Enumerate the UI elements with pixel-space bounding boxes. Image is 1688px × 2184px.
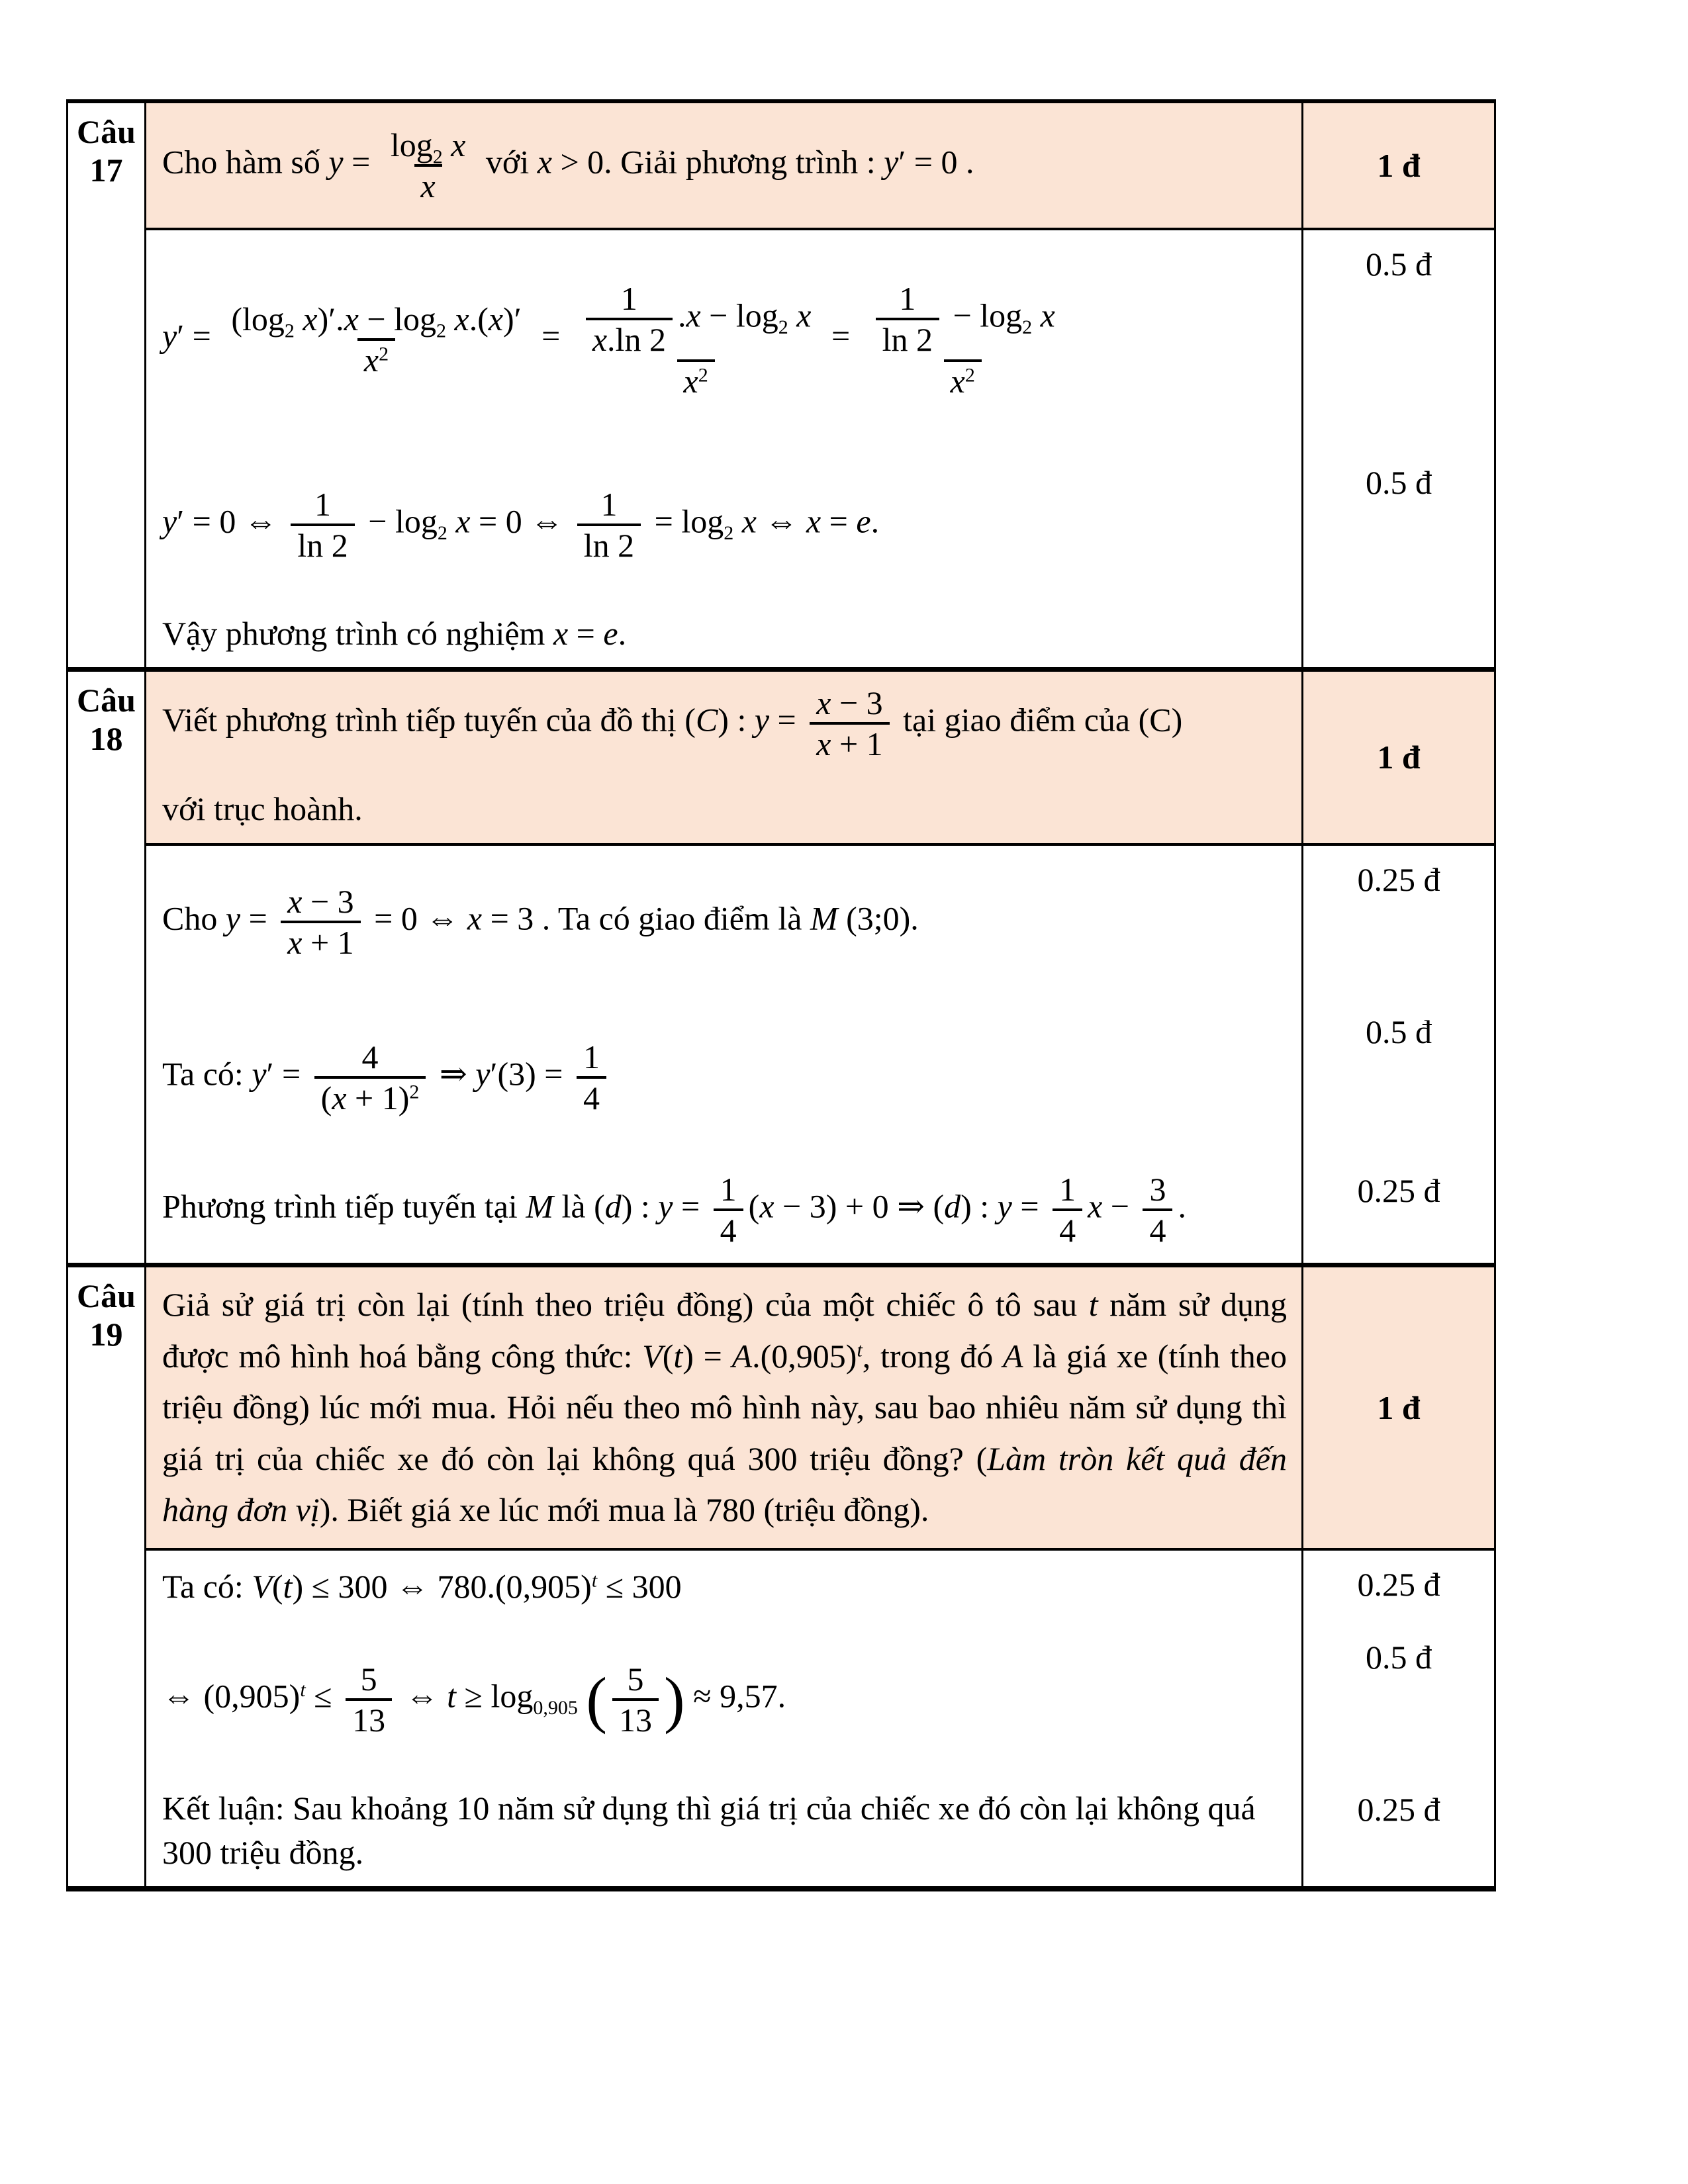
statement-text: Cho hàm số y = $\frac{\log_2 x}{x}$ với x > 0. Giải phương trình : y′ = 0 . bbox=[162, 126, 974, 205]
step-points: 0.25 đ bbox=[1357, 1172, 1440, 1209]
solution-step-text: Vậy phương trình có nghiệm x = e. bbox=[162, 615, 627, 652]
question-number: Câu 18 bbox=[68, 672, 146, 1263]
question-points: 1 đ bbox=[1303, 103, 1494, 230]
question-block-cau-17 bbox=[68, 103, 1494, 667]
solution-step-text: Ta có: V(t) ≤ 300 ⇔ $780.(0,905)^t \le 300$ bbox=[162, 1567, 682, 1605]
fraction: $\frac{1}{\ln 2}$ bbox=[876, 279, 939, 359]
question-number: Câu 19 bbox=[68, 1267, 146, 1886]
question-statement bbox=[146, 103, 1303, 230]
question-statement bbox=[146, 672, 1303, 846]
step-points: 0.25 đ bbox=[1357, 1565, 1440, 1603]
solution-step bbox=[146, 449, 1303, 601]
solution-step-text: y′ = 0 ⇔ $\frac{1}{\ln 2}$ − $\log_2 x = 0$ ⇔ $\frac{1}{\ln 2}$ = $\log_2 x$ ⇔ x = e. bbox=[162, 486, 880, 564]
solution-step-text: Phương trình tiếp tuyến tại M là (d) : y = $\frac{1}{4}$ (x − 3) + 0 ⇒ (d) : y = $\frac{1}{4}$ x − $\frac{3}{4}$ . bbox=[162, 1171, 1186, 1249]
step-points: 0.25 đ bbox=[1357, 1790, 1440, 1828]
step-points: 0.25 đ bbox=[1357, 861, 1440, 898]
solution-step bbox=[146, 601, 1303, 667]
question-number: Câu 17 bbox=[68, 103, 146, 667]
fraction: $\frac{4}{(x + 1)^2}$ bbox=[314, 1038, 426, 1117]
solution-step-text: Kết luận: Sau khoảng 10 năm sử dụng thì giá trị của chiếc xe đó còn lại không quá 300 triệu đồng. bbox=[162, 1789, 1256, 1871]
answer-table bbox=[66, 99, 1496, 1891]
fraction: $\frac{1}{\ln 2}$ bbox=[291, 485, 354, 565]
solution-step bbox=[146, 1776, 1303, 1886]
question-block-cau-18 bbox=[68, 667, 1494, 1263]
solution-step-text: ⇔ $(0,905)^t$ ≤ $\frac{5}{13}$ ⇔ $t \ge \log_{0,905}$ ( $\frac{5}{13}$ ) ≈ 9,57. bbox=[162, 1660, 786, 1739]
solution-step bbox=[146, 230, 1303, 449]
step-points: 0.5 đ bbox=[1366, 246, 1432, 283]
fraction: $\frac{x - 3}{x + 1}$ bbox=[810, 684, 889, 763]
question-points: 1 đ bbox=[1303, 1267, 1494, 1551]
fraction: $\frac{1}{4}$ bbox=[577, 1038, 606, 1117]
fraction: $\frac{1}{x.\ln 2}$ $.x - \log_2 x$ $x^2$ bbox=[574, 279, 818, 400]
fraction: $\frac{1}{\ln 2}$ − $\log_2 x$ $x^2$ bbox=[864, 279, 1062, 400]
question-statement bbox=[146, 1267, 1303, 1551]
step-points: 0.5 đ bbox=[1366, 1638, 1432, 1676]
fraction: $\frac{x - 3}{x + 1}$ bbox=[281, 882, 360, 962]
solution-step-text: Cho y = $\frac{x - 3}{x + 1}$ = 0 ⇔ x = 3 . Ta có giao điểm là M (3;0). bbox=[162, 883, 919, 961]
fraction: $\frac{1}{\ln 2}$ bbox=[577, 485, 641, 565]
fraction: $\frac{\log_2 x}{x}$ bbox=[390, 126, 466, 205]
solution-step bbox=[146, 846, 1303, 998]
solution-step bbox=[146, 998, 1303, 1157]
solution-step bbox=[146, 1551, 1303, 1623]
fraction: $\frac{5}{13}$ bbox=[346, 1660, 392, 1739]
fraction: $\frac{1}{4}$ bbox=[714, 1170, 743, 1250]
solution-step bbox=[146, 1157, 1303, 1263]
step-points: 0.5 đ bbox=[1366, 1013, 1432, 1050]
fraction: $\frac{1}{4}$ bbox=[1053, 1170, 1082, 1250]
fraction: $\frac{5}{13}$ bbox=[612, 1660, 659, 1739]
fraction: $\frac{(\log_2 x)'.x - \log_2 x.(x)'}{x^2}$ bbox=[231, 300, 522, 379]
fraction: $\frac{1}{x.\ln 2}$ bbox=[586, 279, 673, 359]
fraction: $\frac{3}{4}$ bbox=[1143, 1170, 1172, 1250]
question-points: 1 đ bbox=[1303, 672, 1494, 846]
step-points bbox=[1303, 601, 1494, 667]
step-points: 0.5 đ bbox=[1366, 464, 1432, 501]
statement-text: Viết phương trình tiếp tuyến của đồ thị (C) : y = $\frac{x - 3}{x + 1}$ tại giao điểm của (C) với trục hoành. bbox=[162, 684, 1183, 827]
question-block-cau-19 bbox=[68, 1263, 1494, 1886]
statement-text: Giả sử giá trị còn lại (tính theo triệu đồng) của một chiếc ô tô sau t năm sử dụng được mô hình hoá bằng công thức: $V(t) = A.(0,905)^t$, trong đó A là giá xe (tính theo triệu đồng) lúc mới mua. Hỏi nếu theo mô hình này, sau bao nhiêu năm sử dụng thì giá trị của chiếc xe đó còn lại không quá 300 triệu đồng? (Làm tròn kết quả đến hàng đơn vị). Biết giá xe lúc mới mua là 780 (triệu đồng). bbox=[162, 1286, 1287, 1528]
solution-step-text: Ta có: y′ = $\frac{4}{(x + 1)^2}$ ⇒ y′(3) = $\frac{1}{4}$ bbox=[162, 1038, 1288, 1117]
solution-step-text: y′ = $\frac{(\log_2 x)'.x - \log_2 x.(x)'}{x^2}$ = $\frac{1}{x.\ln 2}$ $.x - \log_2 x$ $x^2$ = $\frac{1}{\ln 2}$ − $\log_2 x$ $x^2$ bbox=[162, 279, 1288, 400]
solution-step bbox=[146, 1623, 1303, 1776]
